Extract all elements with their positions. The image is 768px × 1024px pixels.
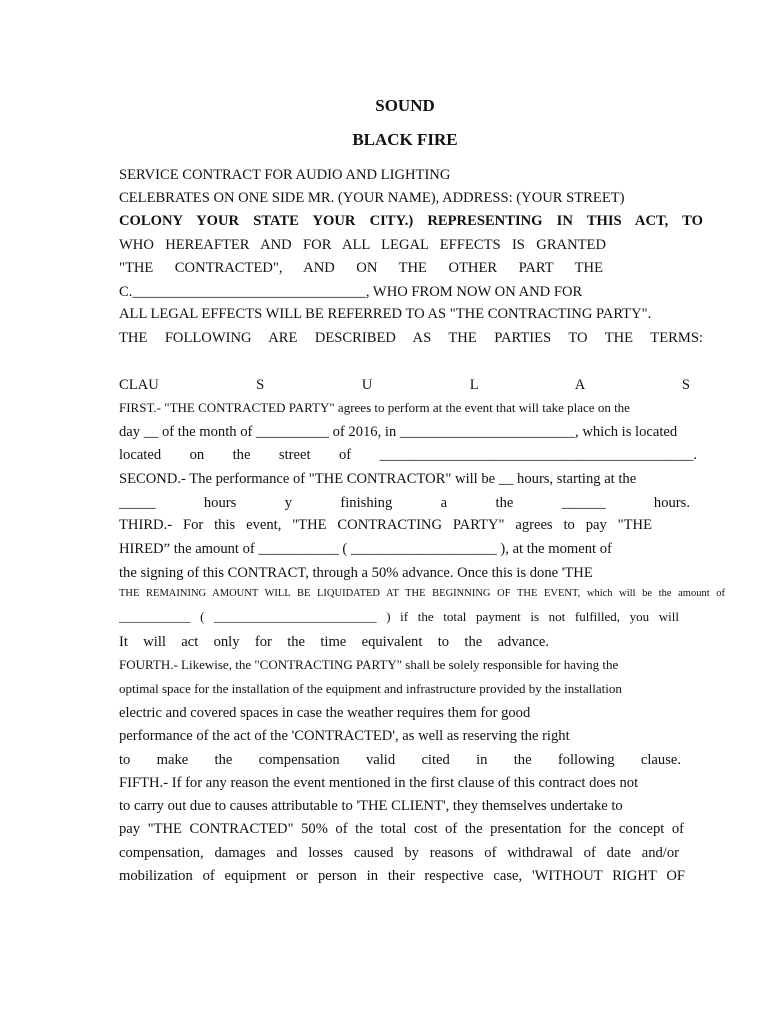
body-line: THE FOLLOWING ARE DESCRIBED AS THE PARTIES TO THE TERMS:: [119, 330, 703, 346]
body-line: ___________ ( _________________________ ) if the total payment is not fulfilled, you will: [119, 609, 679, 624]
document-subtitle: BLACK FIRE: [352, 130, 458, 149]
body-line: FIFTH.- If for any reason the event mentioned in the first clause of this contract does not: [119, 775, 639, 791]
body-line: FOURTH.- Likewise, the "CONTRACTING PARTY" shall be solely responsible for having the: [119, 657, 619, 672]
body-line: pay "THE CONTRACTED" 50% of the total cost of the presentation for the concept of: [119, 821, 684, 837]
body-line: It will act only for the time equivalent to the advance.: [119, 634, 549, 650]
body-line: WHO HEREAFTER AND FOR ALL LEGAL EFFECTS IS GRANTED: [119, 237, 606, 253]
clauses-heading: CLAU S U L A S: [119, 377, 690, 393]
body-line: THIRD.- For this event, "THE CONTRACTING PARTY" agrees to pay "THE: [119, 517, 652, 533]
body-line: mobilization of equipment or person in their respective case, 'WITHOUT RIGHT OF: [119, 868, 685, 884]
body-line: "THE CONTRACTED", AND ON THE OTHER PART THE: [119, 260, 603, 276]
body-line: day __ of the month of __________ of 2016, in ________________________, which is located: [119, 424, 678, 440]
body-line: the signing of this CONTRACT, through a 50% advance. Once this is done 'THE: [119, 565, 593, 581]
body-line: THE REMAINING AMOUNT WILL BE LIQUIDATED AT THE BEGINNING OF THE EVENT, which will be the amount of: [119, 588, 725, 599]
body-line: HIRED” the amount of ___________ ( ____________________ ), at the moment of: [119, 541, 612, 557]
body-line: located on the street of ___________________________________________.: [119, 447, 697, 463]
body-line: COLONY YOUR STATE YOUR CITY.) REPRESENTING IN THIS ACT, TO: [119, 213, 703, 229]
body-line: CELEBRATES ON ONE SIDE MR. (YOUR NAME), ADDRESS: (YOUR STREET): [119, 190, 625, 206]
body-line: optimal space for the installation of the equipment and infrastructure provided by the installation: [119, 681, 622, 696]
document-title: SOUND: [375, 96, 435, 115]
body-line: to carry out due to causes attributable to 'THE CLIENT', they themselves undertake to: [119, 798, 623, 814]
body-line: SECOND.- The performance of "THE CONTRACTOR" will be __ hours, starting at the: [119, 471, 637, 487]
body-line: ALL LEGAL EFFECTS WILL BE REFERRED TO AS "THE CONTRACTING PARTY".: [119, 306, 652, 322]
body-line: C.________________________________, WHO FROM NOW ON AND FOR: [119, 284, 583, 300]
body-line: electric and covered spaces in case the weather requires them for good: [119, 705, 531, 721]
body-line: SERVICE CONTRACT FOR AUDIO AND LIGHTING: [119, 167, 451, 183]
body-line: to make the compensation valid cited in the following clause.: [119, 752, 681, 768]
body-line: compensation, damages and losses caused by reasons of withdrawal of date and/or: [119, 845, 679, 861]
body-line: _____ hours y finishing a the ______ hours.: [119, 495, 690, 511]
body-line: FIRST.- "THE CONTRACTED PARTY" agrees to perform at the event that will take place on the: [119, 400, 630, 415]
body-line: performance of the act of the 'CONTRACTED', as well as reserving the right: [119, 728, 570, 744]
